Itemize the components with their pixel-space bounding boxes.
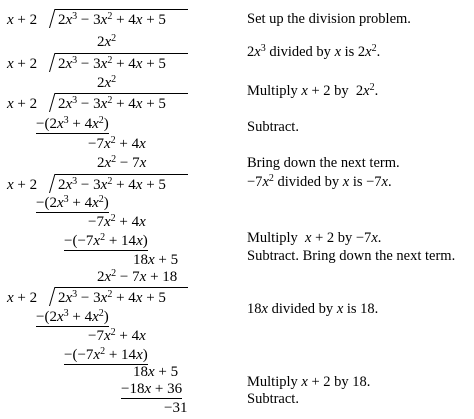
division-bracket	[49, 9, 55, 28]
division-bar	[55, 9, 188, 10]
division-bar	[55, 93, 188, 94]
explanation-step-10: Multiply x + 2 by 18.	[247, 374, 371, 390]
division-bracket	[49, 53, 55, 72]
product-row: $-(-7x^2 + 14x)$	[64, 232, 148, 249]
product-row: $-(-7x^2 + 14x)$	[64, 346, 148, 363]
divisor: x + 2	[7, 12, 38, 28]
division-bar	[55, 53, 188, 54]
dividend: $2x^3 - 3x^2 + 4x + 5$	[58, 11, 166, 28]
explanation-step-1: Set up the division problem.	[247, 11, 411, 27]
division-bracket	[49, 93, 55, 112]
divisor: x + 2	[7, 96, 38, 112]
dividend: $2x^3 - 3x^2 + 4x + 5$	[58, 289, 166, 306]
explanation-step-9: 18x divided by x is 18.	[247, 301, 379, 317]
quotient: $2x^2 - 7x + 18$	[97, 268, 178, 285]
explanation-step-6: $-7x^2$ divided by x is −7x.	[247, 173, 392, 190]
division-bracket	[49, 287, 55, 306]
explanation-step-3: Multiply x + 2 by $2x^2$.	[247, 82, 379, 99]
division-bar	[55, 287, 188, 288]
divisor: x + 2	[7, 56, 38, 72]
quotient: $2x^2$	[97, 33, 117, 50]
explanation-step-8: Subtract. Bring down the next term.	[247, 248, 456, 264]
explanation-step-5: Bring down the next term.	[247, 155, 400, 171]
dividend: $2x^3 - 3x^2 + 4x + 5$	[58, 55, 166, 72]
explanation-step-11: Subtract.	[247, 391, 299, 407]
product-row: $-(2x^3 + 4x^2)$	[36, 308, 109, 325]
dividend: $2x^3 - 3x^2 + 4x + 5$	[58, 95, 166, 112]
quotient: $2x^2 - 7x$	[97, 154, 147, 171]
remainder-row: $-7x^2 + 4x$	[88, 213, 146, 230]
division-bracket	[49, 174, 55, 193]
dividend: $2x^3 - 3x^2 + 4x + 5$	[58, 176, 166, 193]
remainder-row: $-7x^2 + 4x$	[88, 135, 146, 152]
explanation-step-7: Multiply x + 2 by −7x.	[247, 230, 382, 246]
product-row: $-(2x^3 + 4x^2)$	[36, 115, 109, 132]
division-bar	[55, 174, 188, 175]
remainder-row: 18x + 5	[133, 364, 179, 380]
final-remainder: −31	[164, 400, 188, 416]
divisor: x + 2	[7, 177, 38, 193]
explanation-step-4: Subtract.	[247, 119, 299, 135]
remainder-row: $-7x^2 + 4x$	[88, 327, 146, 344]
product-row: $-(2x^3 + 4x^2)$	[36, 194, 109, 211]
remainder-row: 18x + 5	[133, 252, 179, 268]
quotient: $2x^2$	[97, 74, 117, 91]
explanation-step-2: $2x^3$ divided by x is $2x^2$.	[247, 43, 381, 60]
divisor: x + 2	[7, 290, 38, 306]
product-row: −18x + 36	[121, 381, 183, 397]
